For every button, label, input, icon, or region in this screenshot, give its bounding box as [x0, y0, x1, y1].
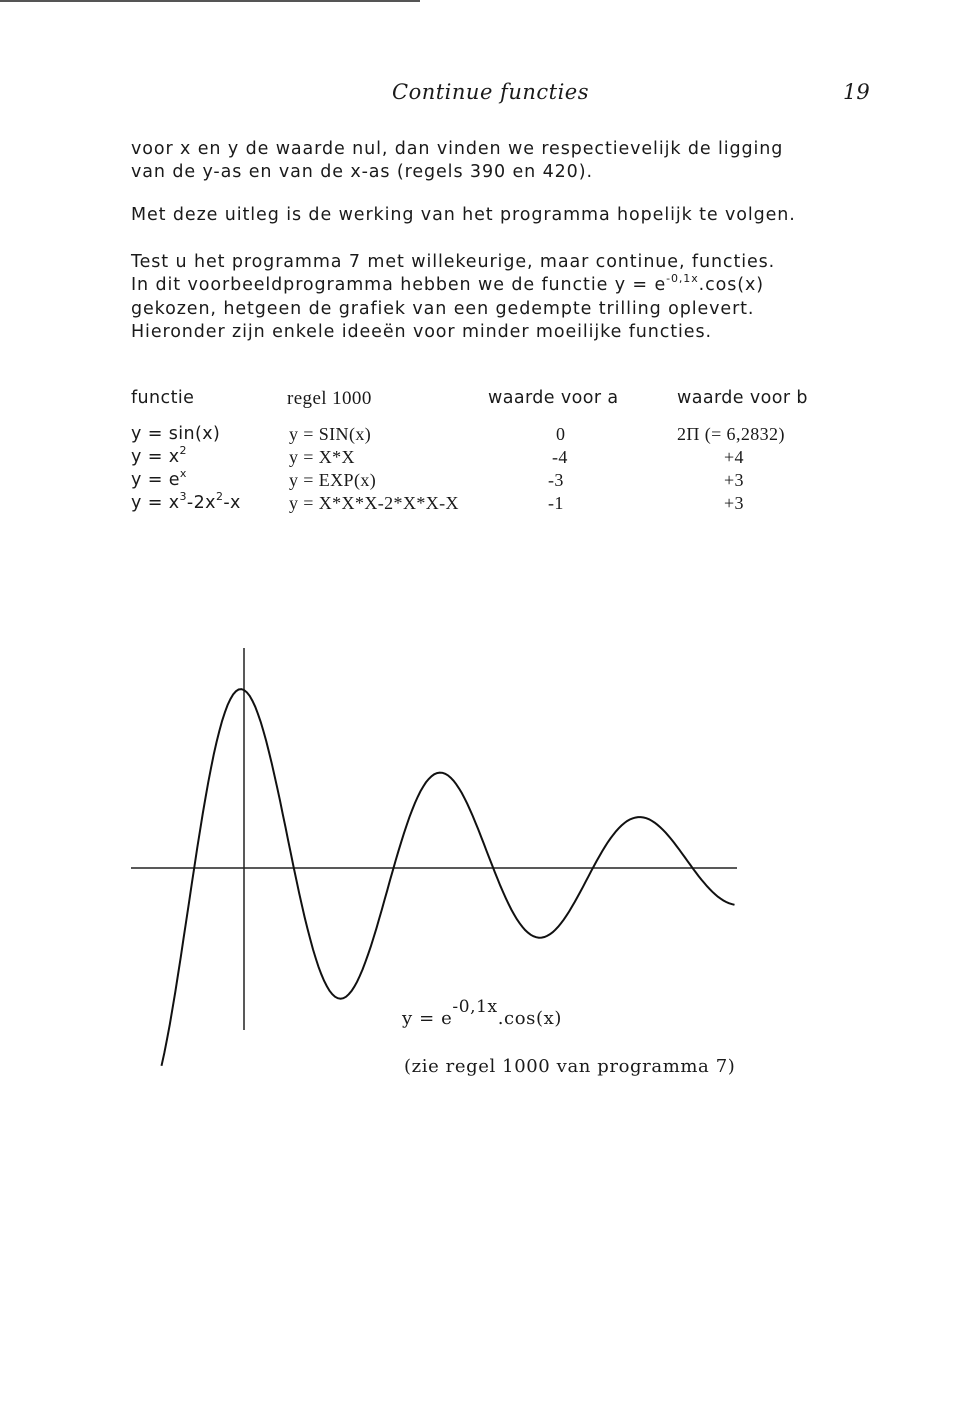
chart-caption: (zie regel 1000 van programma 7): [404, 1056, 736, 1077]
paragraph-line: voor x en y de waarde nul, dan vinden we respectievelijk de ligging: [131, 139, 784, 159]
table-cell-regel: y = EXP(x): [289, 470, 377, 490]
table-cell-a: 0: [556, 424, 566, 444]
table-header-a: waarde voor a: [488, 388, 619, 408]
formula-text: In dit voorbeeldprogramma hebben we de functie y = e: [131, 275, 667, 295]
functie-text: y = x: [131, 447, 180, 467]
paragraph-line: Hieronder zijn enkele ideeën voor minder moeilijke functies.: [131, 322, 712, 342]
formula-exponent: -0,1x: [452, 997, 498, 1017]
table-header-b: waarde voor b: [677, 388, 808, 408]
table-cell-a: -4: [552, 447, 568, 467]
functie-text: -x: [223, 493, 241, 513]
paragraph-line: gekozen, hetgeen de grafiek van een gedempte trilling oplevert.: [131, 299, 755, 319]
formula-exponent: -0,1x: [666, 272, 699, 285]
functie-text: y = sin(x): [131, 424, 221, 444]
table-header-functie: functie: [131, 388, 195, 408]
functie-exponent: 3: [179, 490, 187, 503]
table-cell-regel: y = SIN(x): [289, 424, 372, 444]
table-header-regel: regel 1000: [287, 388, 372, 409]
paragraph-line: Met deze uitleg is de werking van het programma hopelijk te volgen.: [131, 205, 796, 225]
functie-exponent: 2: [179, 444, 187, 457]
functie-text: y = e: [131, 470, 180, 490]
table-cell-regel: y = X*X: [289, 447, 355, 467]
formula-text: .cos(x): [698, 275, 764, 295]
paragraph-line: van de y-as en van de x-as (regels 390 en 420).: [131, 162, 593, 182]
formula-text: y = e: [402, 1008, 453, 1029]
table-cell-a: -3: [548, 470, 564, 490]
functie-text: -2x: [186, 493, 216, 513]
paragraph-line: Test u het programma 7 met willekeurige, maar continue, functies.: [131, 252, 776, 272]
functie-exponent: x: [179, 467, 187, 480]
running-header-title: Continue functies: [392, 80, 589, 104]
page-number: 19: [843, 80, 870, 104]
table-cell-b: +4: [724, 447, 744, 467]
functie-exponent: 2: [215, 490, 224, 503]
table-cell-a: -1: [548, 493, 564, 513]
functie-text: y = x: [131, 493, 180, 513]
table-cell-b: +3: [724, 470, 744, 490]
table-cell-b: 2Π (= 6,2832): [677, 424, 785, 444]
formula-text: .cos(x): [497, 1008, 563, 1029]
table-cell-regel: y = X*X*X-2*X*X-X: [289, 493, 459, 513]
chart-title: [402, 997, 563, 1029]
table-cell-b: +3: [724, 493, 744, 513]
